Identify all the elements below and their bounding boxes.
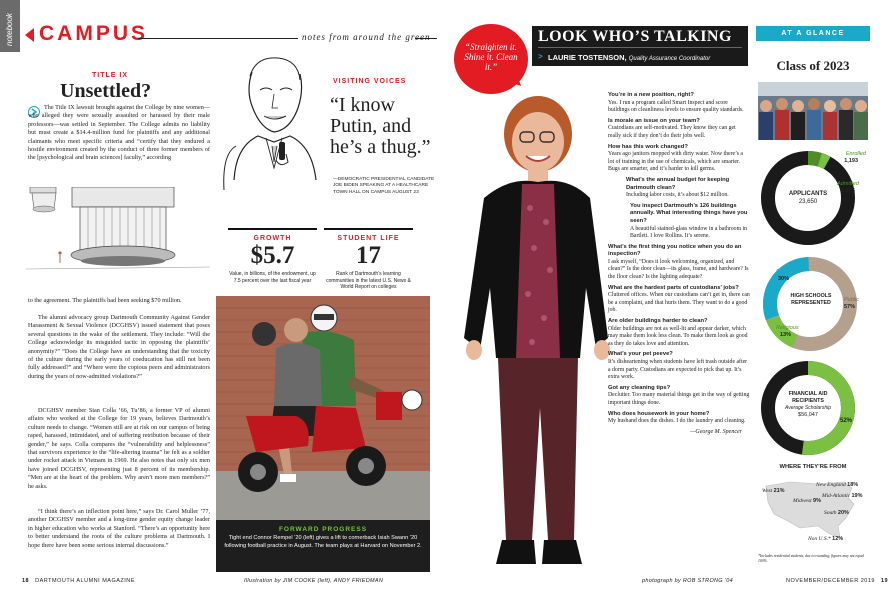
story-headline: Unsettled? xyxy=(60,80,152,102)
qa-question: Got any cleaning tips? xyxy=(608,384,671,391)
qa-answer: Declutter. Too many material things get in the way of getting important things done. xyxy=(608,392,750,406)
header-arrow-icon: > xyxy=(538,52,543,61)
section-arrow-icon xyxy=(25,28,34,42)
right-page-number: 19 xyxy=(880,578,889,584)
region-south-value: 20% xyxy=(837,510,849,516)
qa-byline: —George M. Spencer xyxy=(690,428,742,435)
left-magazine-name: DARTMOUTH ALUMNI MAGAZINE xyxy=(35,578,135,584)
admitted-label: Admitted xyxy=(837,181,859,187)
avg-scholarship-value: $56,047 xyxy=(798,412,818,418)
region-west-value: 21% xyxy=(773,488,785,494)
region-south-name: South xyxy=(824,510,837,516)
region-midwest xyxy=(793,498,821,504)
applicants-label: APPLICANTS xyxy=(788,191,828,197)
qa-item xyxy=(608,318,750,348)
quote-text: “I know Putin, and he’s a thug.” xyxy=(330,94,431,158)
region-midwest-name: Midwest xyxy=(793,498,812,504)
region-new-england xyxy=(816,482,858,488)
section-title: CAMPUS xyxy=(39,22,149,45)
stat2-kicker: STUDENT LIFE xyxy=(337,235,400,242)
qa-answer: Cluttered offices. When our custodians can’t get in, there can be a complaint, and that hurts them. They want to do a good job. xyxy=(608,292,750,314)
private-label: Private xyxy=(776,269,794,275)
enrolled-label: Enrolled xyxy=(845,151,866,157)
qa-answer: Custodians are self-motivated. They know they can get really sick if they don’t do their jobs well. xyxy=(608,125,736,139)
religious-label: Religious xyxy=(776,325,799,331)
story-kicker: TITLE IX xyxy=(92,72,128,79)
stat-rule-2 xyxy=(324,228,413,230)
header-rule-right xyxy=(415,38,437,39)
region-non-us-value: 12% xyxy=(832,536,844,542)
stat2-desc: Rank of Dartmouth’s learning communities in the latest U.S. News & World Report on colleges xyxy=(326,271,411,290)
columns-illustration xyxy=(26,187,210,291)
avg-scholarship-label: Average Scholarship xyxy=(784,405,832,411)
financial-aid-pct: 52% xyxy=(840,418,853,424)
stat1-kicker: GROWTH xyxy=(253,235,292,242)
laurie-portrait-photo xyxy=(450,88,620,578)
header-rule xyxy=(138,38,298,39)
qa-question: What’s the annual budget for keeping Dartmouth clean? xyxy=(626,176,730,191)
qa-answer: My husband does the dishes. I do the laundry and cleaning. xyxy=(608,418,746,425)
right-photo-credit: photograph by ROB STRONG ’04 xyxy=(642,578,733,584)
story-para-2: to the agreement. The plaintiffs had been seeking $70 million. xyxy=(28,297,182,304)
region-south xyxy=(824,510,849,516)
admitted-value: 1,875 xyxy=(841,188,855,194)
qa-list xyxy=(608,92,750,435)
qa-answer: Yes. I run a program called Smart Inspect and score buildings on cleanliness levels to ensure quality standards. xyxy=(608,99,744,114)
region-mid-atlantic-value: 19% xyxy=(851,493,863,499)
photo-caption-kicker: FORWARD PROGRESS xyxy=(278,526,368,533)
region-non-us-name: Non U.S.* xyxy=(808,536,831,542)
public-value: 57% xyxy=(844,304,856,310)
qa-item xyxy=(608,92,750,115)
map-title: WHERE THEY’RE FROM xyxy=(779,464,847,470)
qa-question: What’s your pet peeve? xyxy=(608,351,673,358)
high-schools-label: HIGH SCHOOLS REPRESENTED xyxy=(790,293,832,306)
region-non-us xyxy=(808,536,843,542)
qa-answer: Older buildings are not as well-lit and appear darker, which may make them look less clean. To make them look as good as they do takes love and attention. xyxy=(608,325,748,347)
stat1-desc: Value, in billions, of the endowment, up 7.5 percent over the last fiscal year xyxy=(229,271,316,284)
qa-answer: A beautiful stained-glass window in a bathroom in Bartlett. I love Rollins. It’s serene. xyxy=(630,225,748,240)
qa-answer: Including labor costs, it’s about $12 million. xyxy=(626,192,729,199)
qa-item xyxy=(608,285,750,315)
football-scooter-photo xyxy=(216,296,430,520)
qa-question: Are older buildings harder to clean? xyxy=(608,318,708,325)
qa-answer: I ask myself, “Does it look welcoming, organized, and clean?” Is the door clean—its glass, frame, and hardware? Is the floor clean? Is the lighting adequate? xyxy=(608,258,749,281)
region-west-name: West xyxy=(762,488,773,494)
region-new-england-value: 18% xyxy=(847,482,859,488)
map-footnote: *Includes residential students, due to rounding, figures may not equal 100%. xyxy=(758,554,864,563)
qa-question: Who does housework in your home? xyxy=(608,410,710,417)
quote-attribution: —DEMOCRATIC PRESIDENTIAL CANDIDATE JOE BIDEN SPEAKING AT A HEALTHCARE TOWN HALL ON CAMPUS AUGUST 23 xyxy=(333,177,435,195)
qa-item xyxy=(608,144,750,174)
right-folio-date: NOVEMBER/DECEMBER 2019 xyxy=(786,578,875,584)
stat2-value: 17 xyxy=(356,242,381,269)
region-midwest-value: 9% xyxy=(813,498,821,504)
qa-item xyxy=(608,411,750,426)
header-name-text: LAURIE TOSTENSON, xyxy=(548,53,627,62)
quote-bubble-text: “Straighten it. Shine it. Clean it.” xyxy=(464,42,518,72)
qa-item xyxy=(608,244,750,282)
qa-item xyxy=(608,203,750,241)
qa-item xyxy=(608,177,750,200)
qa-question: What’s the first thing you notice when you do an inspection? xyxy=(608,243,742,258)
glance-title: Class of 2023 xyxy=(776,58,850,73)
biden-sketch-illustration xyxy=(216,50,326,200)
region-west xyxy=(762,488,785,494)
qa-answer: Years ago janitors mopped with dirty water. Now there’s a lot of training in the use of chemicals, which are smarter. Bugs are smarter, and it’s harder to kill germs. xyxy=(608,151,743,173)
qa-item xyxy=(608,351,750,381)
qa-question: Is morale an issue on your team? xyxy=(608,117,700,124)
header-title: LOOK WHO’S TALKING xyxy=(538,28,732,45)
notebook-tab: notebook xyxy=(0,0,20,52)
financial-aid-label: FINANCIAL AID RECIPIENTS xyxy=(788,391,828,404)
left-page-number: 18 xyxy=(22,578,30,584)
story-para-1: The Title IX lawsuit brought against the College by nine women—who alleged they were sexually assaulted or harassed by their male professors—was settled in September. The College admits no liability but must create a $14.4-million fund for plaintiffs and any additional claimants who meet specific criteria and “certify that they endured a hostile environment created by the conduct of three former members of the [psychological and brain sciences] faculty,” according xyxy=(28,104,210,162)
region-mid-atlantic xyxy=(822,493,863,499)
section-subtitle: notes from around the green xyxy=(302,32,431,42)
public-label: Public xyxy=(844,297,859,303)
glance-tab: AT A GLANCE xyxy=(756,26,870,41)
photo-credit-vertical xyxy=(432,490,438,520)
qa-question: You inspect Dartmouth’s 126 buildings annually. What interesting things have you seen? xyxy=(630,202,748,224)
story-para-3: The alumni advocacy group Dartmouth Community Against Gender Harassment & Sexual Violence (DCGHSV) issued statement that poses several questions in the wake of the settlement. They include: “Will the College acknowledge its misguided tactic in opposing the plaintiffs’ anonymity?” “Does the College have an understanding that the toxicity of the culture during the early years of coeducation has still not been fully addressed?” and “Where were the copious peers and administrators during the years of now-admitted violations?” xyxy=(28,314,210,380)
story-para-5: “I think there’s an inflection point here,” says Dr. Carol Muller ’77, another DCGHSV member and a long-time gender equity change leader in higher education who works at Stanford. “There’s an opportunity here to better understand the roots of the culture problems at Dartmouth. I hope there have been some serious internal discussions.” xyxy=(28,508,210,549)
story-para-4: DCGHSV member Stan Colla ’66, Tu’86, a former VP of alumni affairs who worked at the College for 19 years, believes Dartmouth’s culture needs to change. “Women still are at risk on our campus of being raped, harassed, intimidated, and of suffering retribution because of their gender,” he says. Colla compares the “vulnerability and helplessness” that survivors experience to the “life-altering trauma” he felt as a soldier under rocket attack in Vietnam in 1969. He also notes that only six men have joined DCGHSV, representing just 8 percent of its membership. “Men are at the heart of the problem. Why aren’t more men members?” he asks. xyxy=(28,407,210,490)
students-photo xyxy=(758,82,868,140)
region-new-england-name: New England xyxy=(816,482,846,488)
left-folio xyxy=(22,578,135,584)
private-value: 30% xyxy=(778,276,790,282)
right-folio xyxy=(786,578,888,584)
qa-question: How has this work changed? xyxy=(608,143,688,150)
qa-question: You’re in a new position, right? xyxy=(608,92,694,98)
photo-caption-text: Tight end Connor Rempel ’20 (left) gives a lift to cornerback Isiah Swann ’20 following football practice in August. The team plays at Harvard on November 2. xyxy=(224,535,422,549)
qa-item xyxy=(608,385,750,408)
header-name xyxy=(548,53,710,62)
qa-item xyxy=(608,118,750,141)
quote-kicker: VISITING VOICES xyxy=(333,78,407,85)
religious-value: 13% xyxy=(780,332,792,338)
header-band-rule xyxy=(538,47,742,48)
qa-answer: It’s disheartening when students have left trash outside after a dorm party. Custodians are expected to pick that up. It’s extra work. xyxy=(608,359,748,381)
applicants-donut-chart xyxy=(760,150,856,246)
applicants-ring xyxy=(768,158,848,238)
stat-rule-1 xyxy=(228,228,317,230)
region-mid-atlantic-name: Mid-Atlantic xyxy=(822,493,851,499)
enrolled-value: 1,193 xyxy=(844,158,858,164)
stat1-value: $5.7 xyxy=(250,242,295,269)
qa-question: What are the hardest parts of custodians’ jobs? xyxy=(608,284,739,291)
left-illustration-credit: Illustration by JIM COOKE (left), ANDY FRIEDMAN xyxy=(244,578,384,584)
header-role: Quality Assurance Coordinator xyxy=(628,56,711,62)
applicants-value: 23,650 xyxy=(798,199,818,205)
